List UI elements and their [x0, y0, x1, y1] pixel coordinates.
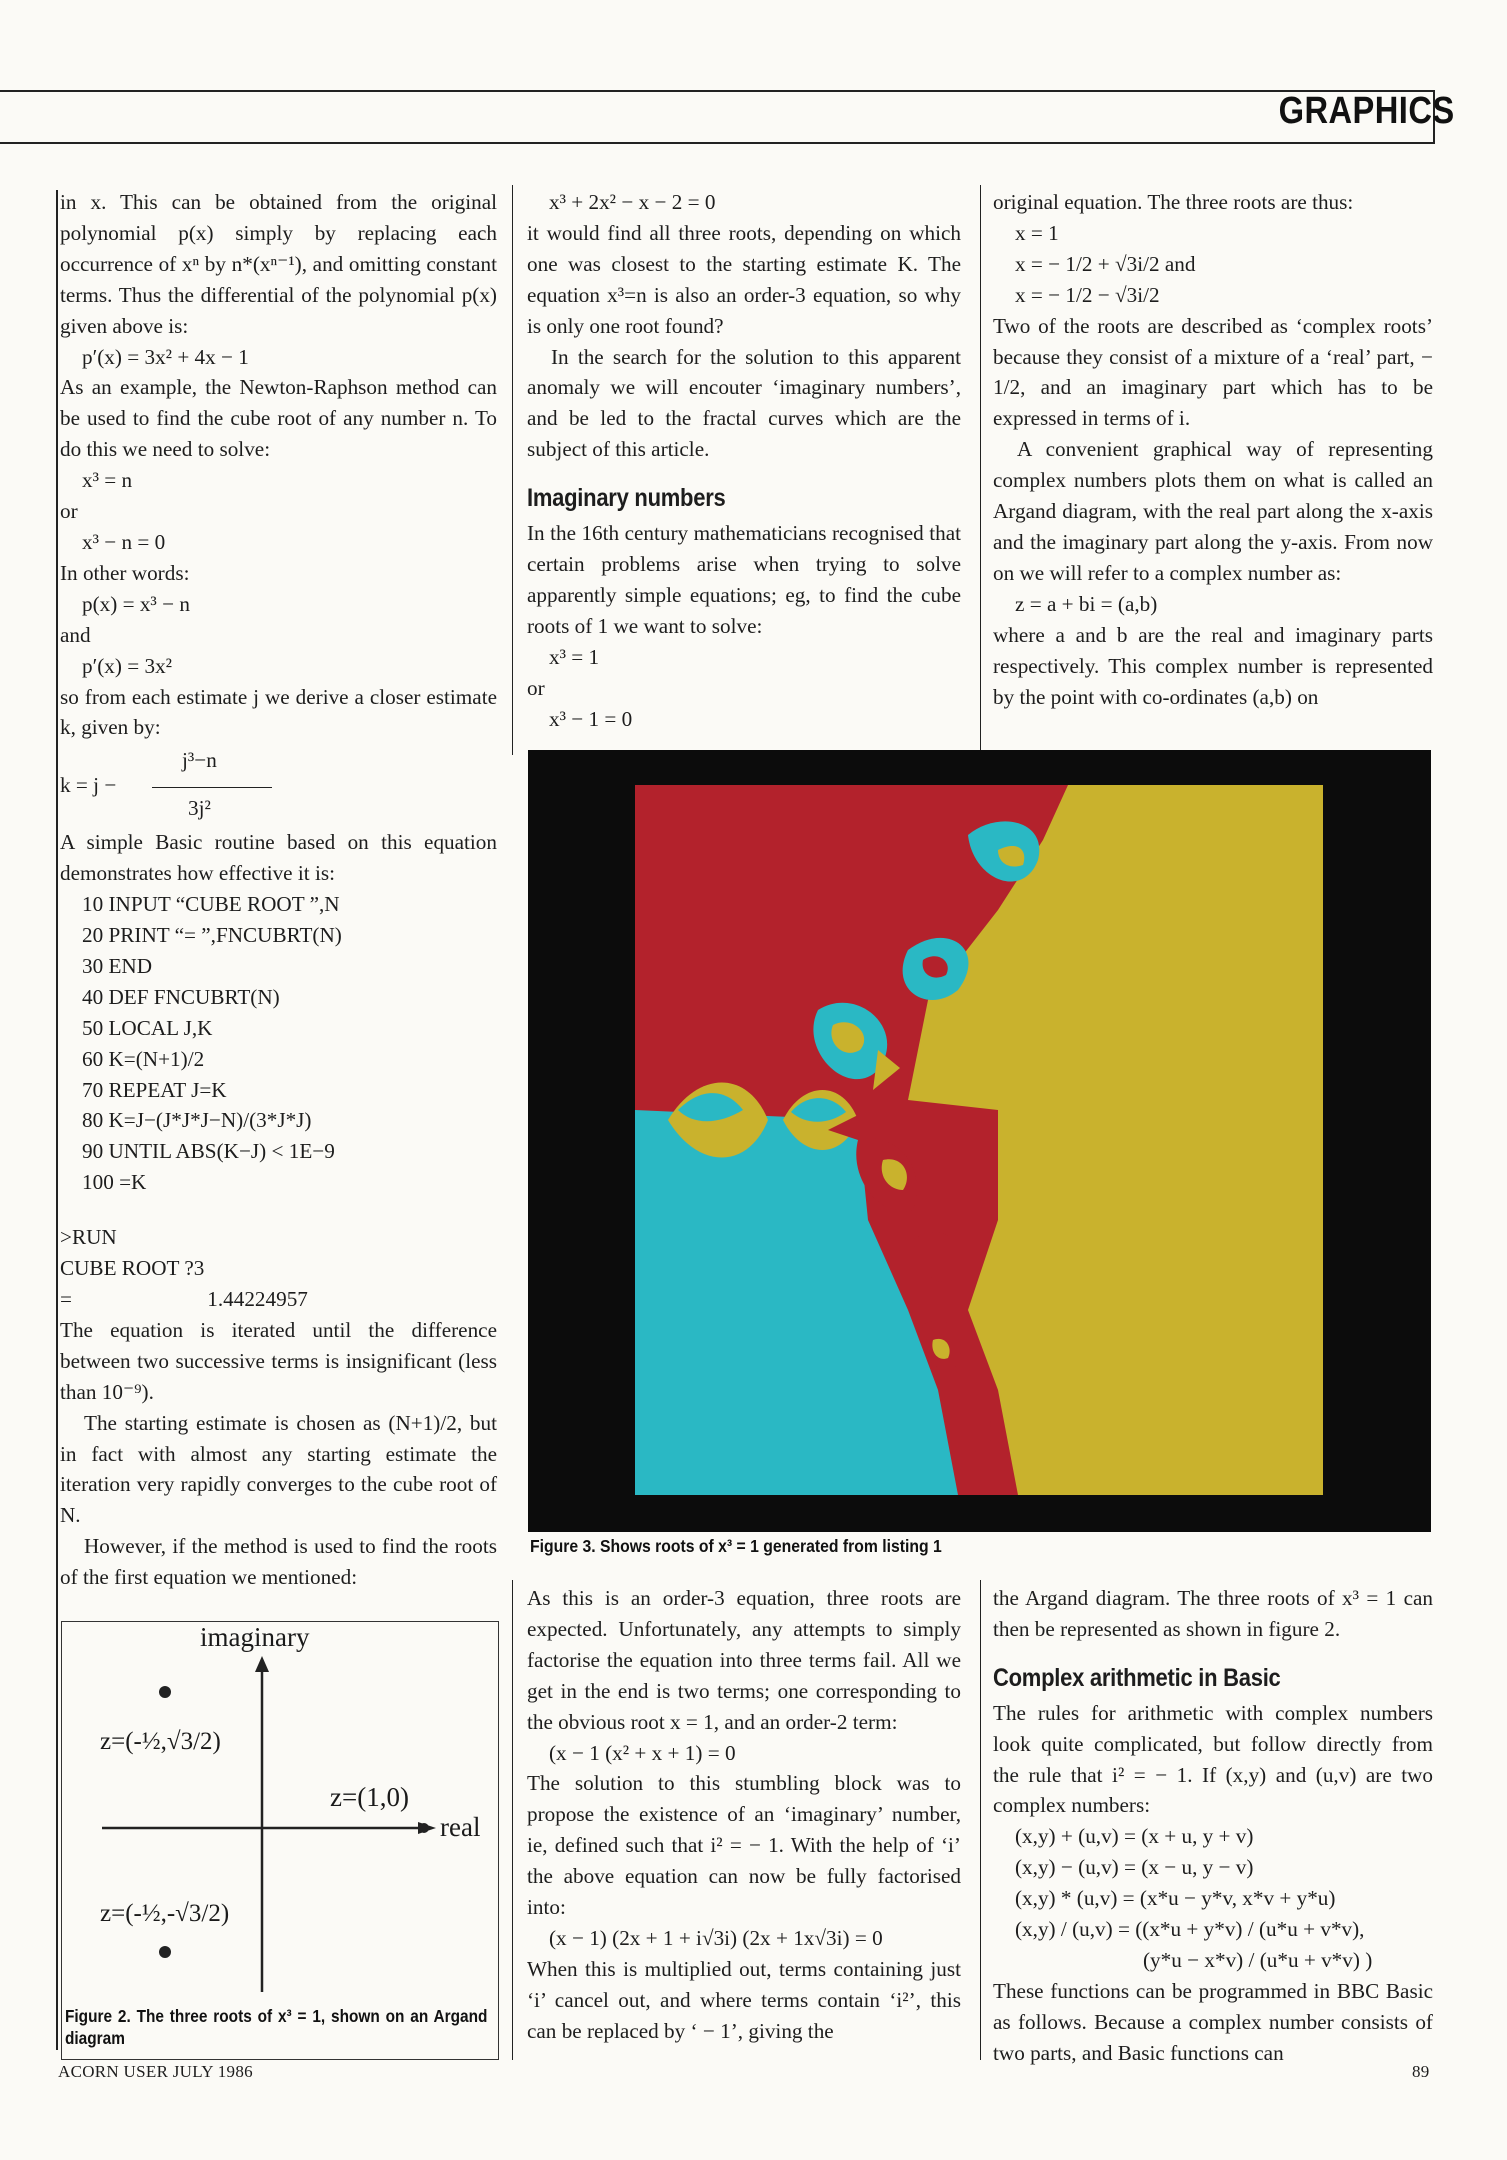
- paragraph: A simple Basic routine based on this equation demonstrates how effective it is:: [60, 830, 497, 886]
- paragraph: When this is multiplied out, terms containing just ‘i’ cancel out, and where terms contain ‘i²’, this can be replaced by ‘ − 1’, giving the: [527, 1956, 961, 2043]
- code-line: 10 INPUT “CUBE ROOT ”,N: [82, 892, 340, 917]
- equation: x³ + 2x² − x − 2 = 0: [549, 190, 716, 214]
- root-label-2: z=(-½,√3/2): [100, 1728, 221, 1755]
- equation: z = a + bi = (a,b): [1015, 591, 1158, 616]
- fraction-bar: [152, 787, 272, 788]
- equation: x³ − 1 = 0: [549, 706, 633, 731]
- run-output: >RUN: [60, 1225, 117, 1250]
- paragraph: so from each estimate j we derive a closer estimate k, given by:: [60, 684, 497, 740]
- page-number: 89: [1412, 2062, 1430, 2081]
- equation: (x − 1 (x² + x + 1) = 0: [549, 1740, 736, 1765]
- left-margin-rule: [56, 190, 58, 2050]
- section-heading: Complex arithmetic in Basic: [993, 1663, 1281, 1692]
- imaginary-axis-arrow-icon: [255, 1656, 269, 1672]
- column-divider-1: [512, 185, 513, 755]
- paragraph: As this is an order-3 equation, three roots are expected. Unfortunately, any attempts to simply factorise the equation into three terms fail. All we get in the end is two terms; one corresponding to the obvious root x = 1, and an order-2 term:: [527, 1586, 961, 1734]
- column-2: [527, 187, 961, 734]
- equation: (x,y) / (u,v) = ((x*u + y*v) / (u*u + v*v),: [1015, 1917, 1365, 1942]
- column-divider-3: [512, 1580, 513, 2060]
- paragraph: In the 16th century mathematicians recognised that certain problems arise when trying to solve apparently simple equations; eg, to find the cube roots of 1 we want to solve:: [527, 521, 961, 638]
- paragraph: where a and b are the real and imaginary parts respectively. This complex number is represented by the point with co-ordinates (a,b) on: [993, 622, 1433, 709]
- top-rule: [0, 90, 1435, 92]
- equation: (x,y) + (u,v) = (x + u, y + v): [1015, 1824, 1254, 1849]
- code-line: 30 END: [82, 953, 153, 978]
- figure-3-caption: Figure 3. Shows roots of x³ = 1 generated from listing 1: [530, 1536, 942, 1556]
- run-equals: =: [60, 1287, 72, 1311]
- equation: x = 1: [1015, 220, 1059, 245]
- root-label-1: z=(1,0): [330, 1782, 409, 1812]
- equation: (x − 1) (2x + 1 + i√3i) (2x + 1x√3i) = 0: [549, 1925, 883, 1950]
- code-line: 90 UNTIL ABS(K−J) < 1E−9: [82, 1139, 335, 1164]
- code-line: 40 DEF FNCUBRT(N): [82, 984, 280, 1009]
- run-result: 1.44224957: [207, 1287, 308, 1311]
- paragraph: it would find all three roots, depending on which one was closest to the starting estimate K. The equation x³=n is also an order-3 equation, so why is only one root found?: [527, 220, 961, 338]
- text-line: and: [60, 622, 91, 647]
- paragraph: Two of the roots are described as ‘complex roots’ because they consist of a mixture of a ‘real’ part, − 1/2, and an imaginary part which has to be expressed in terms of i.: [993, 313, 1433, 431]
- fraction-numerator: j³−n: [182, 748, 217, 773]
- column-4: [527, 1583, 961, 2047]
- equation: x³ = n: [82, 468, 133, 493]
- code-line: 80 K=J−(J*J*J−N)/(3*J*J): [82, 1108, 312, 1133]
- header-rule: [0, 142, 1435, 144]
- paragraph: In the search for the solution to this apparent anomaly we will encouter ‘imaginary numbers’, and be led to the fractal curves which are the subject of this article.: [527, 344, 961, 462]
- paragraph: in x. This can be obtained from the original polynomial p(x) simply by replacing each occurrence of xⁿ by n*(xⁿ⁻¹), and omitting constant terms. Thus the differential of the polynomial p(x) given above is:: [60, 190, 497, 338]
- code-line: 100 =K: [82, 1170, 147, 1195]
- paragraph: The starting estimate is chosen as (N+1)/2, but in fact with almost any starting estimate the iteration very rapidly converges to the cube root of N.: [60, 1410, 497, 1528]
- fraction-lhs: k = j −: [60, 773, 117, 798]
- root-point-1: [419, 1823, 429, 1833]
- fractal-image: [528, 750, 1431, 1532]
- paragraph: These functions can be programmed in BBC Basic as follows. Because a complex number consists of two parts, and Basic functions can: [993, 1978, 1433, 2065]
- section-title: GRAPHICS: [1279, 90, 1455, 132]
- figure-2-caption: Figure 2. The three roots of x³ = 1, shown on an Argand diagram: [65, 2006, 488, 2048]
- column-5: [993, 1583, 1433, 2069]
- figure-3-fractal: [528, 750, 1431, 1532]
- run-output: CUBE ROOT ?3: [60, 1256, 205, 1281]
- code-line: 70 REPEAT J=K: [82, 1077, 227, 1102]
- text-line: or: [60, 499, 78, 524]
- figure-2-argand-diagram: [61, 1621, 499, 2060]
- footer-publication: ACORN USER JULY 1986: [58, 2062, 253, 2081]
- imaginary-axis-label: imaginary: [200, 1622, 310, 1652]
- equation: (y*u − x*v) / (u*u + v*v) ): [1143, 1947, 1373, 1972]
- real-axis-label: real: [440, 1812, 481, 1842]
- equation: (x,y) * (u,v) = (x*u − y*v, x*v + y*u): [1015, 1886, 1336, 1911]
- paragraph: original equation. The three roots are thus:: [993, 190, 1354, 214]
- code-line: 50 LOCAL J,K: [82, 1015, 213, 1040]
- argand-axes: [62, 1622, 498, 2059]
- paragraph: the Argand diagram. The three roots of x³ = 1 can then be represented as shown in figure 2.: [993, 1586, 1433, 1641]
- paragraph: The equation is iterated until the difference between two successive terms is insignificant (less than 10⁻⁹).: [60, 1317, 497, 1404]
- section-heading: Imaginary numbers: [527, 484, 726, 513]
- text-line: In other words:: [60, 560, 190, 585]
- column-divider-4: [980, 1580, 981, 2060]
- equation: p′(x) = 3x² + 4x − 1: [82, 344, 249, 369]
- fraction-denominator: 3j²: [188, 796, 211, 821]
- code-line: 60 K=(N+1)/2: [82, 1046, 205, 1071]
- paragraph: The solution to this stumbling block was to propose the existence of an ‘imaginary’ number, ie, defined such that i² = − 1. With the help of ‘i’ the above equation can now be fully factorised into:: [527, 1771, 961, 1920]
- column-1: [60, 187, 497, 1593]
- column-3: [993, 187, 1433, 712]
- text-line: or: [527, 675, 545, 700]
- root-point-2: [159, 1686, 171, 1698]
- equation: x³ = 1: [549, 644, 600, 669]
- equation: x = − 1/2 − √3i/2: [1015, 282, 1160, 307]
- equation: x = − 1/2 + √3i/2 and: [1015, 251, 1196, 276]
- root-point-3: [159, 1946, 171, 1958]
- equation: p′(x) = 3x²: [82, 653, 173, 678]
- column-divider-2: [980, 185, 981, 755]
- root-label-3: z=(-½,-√3/2): [100, 1900, 230, 1927]
- equation: p(x) = x³ − n: [82, 591, 190, 616]
- paragraph: A convenient graphical way of representing complex numbers plots them on what is called an Argand diagram, with the real part along the x-axis and the imaginary part along the y-axis. From now on we will refer to a complex number as:: [993, 437, 1433, 585]
- code-line: 20 PRINT “= ”,FNCUBRT(N): [82, 923, 342, 948]
- paragraph: As an example, the Newton-Raphson method can be used to find the cube root of any number n. To do this we need to solve:: [60, 375, 497, 462]
- paragraph: The rules for arithmetic with complex numbers look quite complicated, but follow directly from the rule that i² = − 1. If (x,y) and (u,v) are two complex numbers:: [993, 1700, 1433, 1818]
- paragraph: However, if the method is used to find the roots of the first equation we mentioned:: [60, 1534, 497, 1590]
- fraction-equation: [60, 743, 497, 827]
- equation: (x,y) − (u,v) = (x − u, y − v): [1015, 1855, 1254, 1880]
- equation: x³ − n = 0: [82, 529, 166, 554]
- run-output: [60, 1284, 497, 1315]
